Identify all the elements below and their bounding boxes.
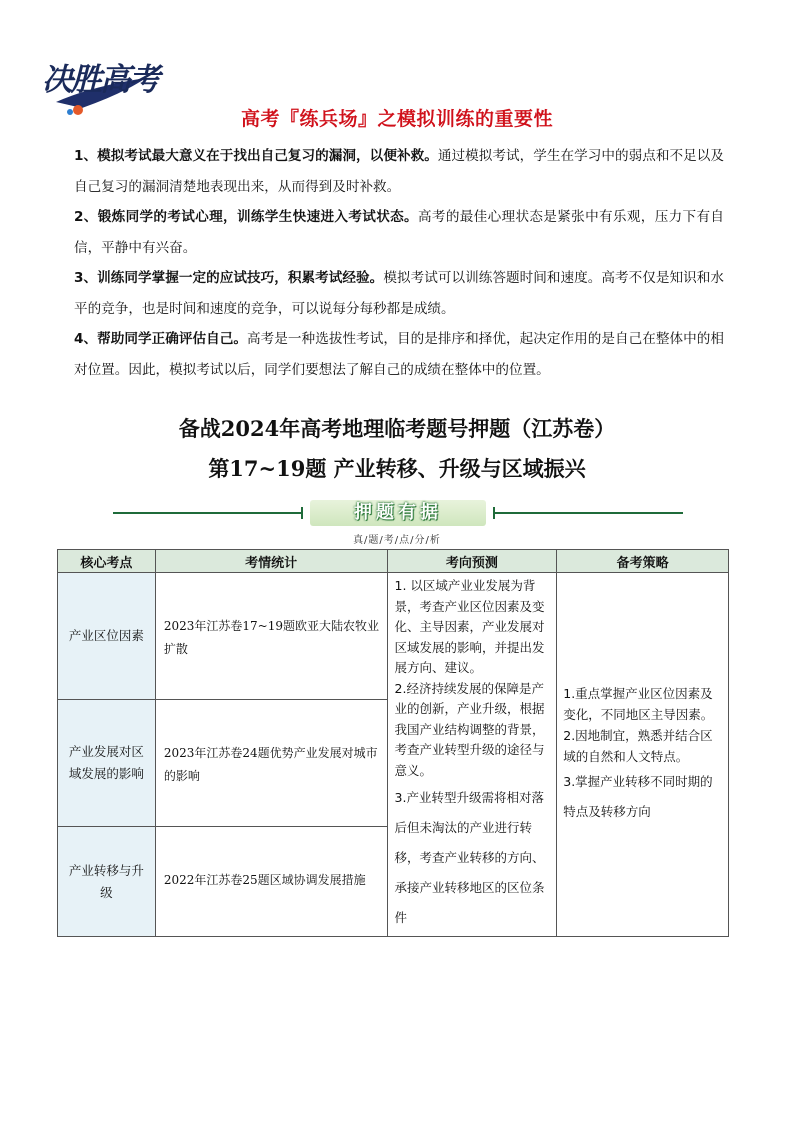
main-title: 备战2024年高考地理临考题号押题（江苏卷） bbox=[178, 416, 616, 441]
statistic-cell: 2023年江苏卷24题优势产业发展对城市的影响 bbox=[155, 700, 387, 827]
column-header: 备考策略 bbox=[557, 550, 729, 573]
table-row bbox=[58, 573, 729, 700]
core-point-cell: 产业转移与升级 bbox=[58, 827, 156, 937]
prediction-cell bbox=[387, 573, 557, 937]
strategy-item-1: 1.重点掌握产业区位因素及变化，不同地区主导因素。 bbox=[563, 685, 714, 722]
statistic-cell: 2023年江苏卷17~19题欧亚大陆农牧业扩散 bbox=[155, 573, 387, 700]
prediction-item-1: 1. 以区域产业业发展为背景，考查产业区位因素及变化、主导因素，产业发展对区域发展的影响，并提出发展方向、建议。 bbox=[394, 578, 545, 675]
exam-analysis-table bbox=[57, 549, 729, 937]
banner-rule-right bbox=[495, 512, 683, 514]
intro-body-1: 通过模拟考试，学生在学习中的弱点和不足以及自己复习的漏洞清楚地表现出来，从而得到及时补救。 bbox=[74, 148, 724, 195]
intro-section bbox=[74, 141, 724, 385]
intro-lead-3: 3、训练同学掌握一定的应试技巧，积累考试经验。 bbox=[74, 270, 384, 286]
intro-paragraph-2 bbox=[74, 202, 724, 263]
intro-paragraph-3 bbox=[74, 263, 724, 324]
intro-body-2: 高考的最佳心理状态是紧张中有乐观，压力下有自信，平静中有兴奋。 bbox=[74, 209, 724, 256]
column-header: 考情统计 bbox=[155, 550, 387, 573]
table-header-row bbox=[58, 550, 729, 573]
banner-label: 押题有据 bbox=[310, 500, 486, 526]
banner-rule-left bbox=[113, 512, 301, 514]
statistic-cell: 2022年江苏卷25题区域协调发展措施 bbox=[155, 827, 387, 937]
intro-lead-4: 4、帮助同学正确评估自己。 bbox=[74, 331, 248, 347]
banner-cap-left bbox=[301, 507, 303, 519]
intro-paragraph-4 bbox=[74, 324, 724, 385]
intro-lead-2: 2、锻炼同学的考试心理，训练学生快速进入考试状态。 bbox=[74, 209, 418, 225]
logo-text: 决胜高考 bbox=[42, 62, 158, 98]
intro-body-4: 高考是一种选拔性考试，目的是排序和择优，起决定作用的是自己在整体中的相对位置。因此，模拟考试以后，同学们要想法了解自己的成绩在整体中的位置。 bbox=[74, 331, 725, 378]
core-point-cell: 产业区位因素 bbox=[58, 573, 156, 700]
prediction-item-2: 2.经济持续发展的保障是产业的创新，产业升级，根据我国产业结构调整的背景，考查产业转型升级的途径与意义。 bbox=[394, 680, 545, 778]
column-header: 考向预测 bbox=[387, 550, 557, 573]
intro-lead-1: 1、模拟考试最大意义在于找出自己复习的漏洞，以便补救。 bbox=[74, 148, 438, 164]
column-header: 核心考点 bbox=[58, 550, 156, 573]
core-point-cell: 产业发展对区域发展的影响 bbox=[58, 700, 156, 827]
page-title: 高考『练兵场』之模拟训练的重要性 bbox=[240, 108, 553, 130]
main-subtitle: 第17~19题 产业转移、升级与区域振兴 bbox=[208, 456, 586, 481]
section-banner bbox=[113, 500, 683, 528]
strategy-item-3: 3.掌握产业转移不同时期的特点及转移方向 bbox=[563, 773, 713, 819]
strategy-item-2: 2.因地制宜，熟悉并结合区域的自然和人文特点。 bbox=[563, 727, 713, 764]
intro-paragraph-1 bbox=[74, 141, 724, 202]
banner-caption: 真/题/考/点/分/析 bbox=[353, 535, 441, 546]
intro-body-3: 模拟考试可以训练答题时间和速度。高考不仅是知识和水平的竞争，也是时间和速度的竞争，可以说每分每秒都是成绩。 bbox=[74, 270, 725, 317]
strategy-cell bbox=[557, 573, 729, 937]
prediction-item-3: 3.产业转型升级需将相对落后但未淘汰的产业进行转移，考查产业转移的方向、承接产业转移地区的区位条件 bbox=[394, 790, 545, 925]
